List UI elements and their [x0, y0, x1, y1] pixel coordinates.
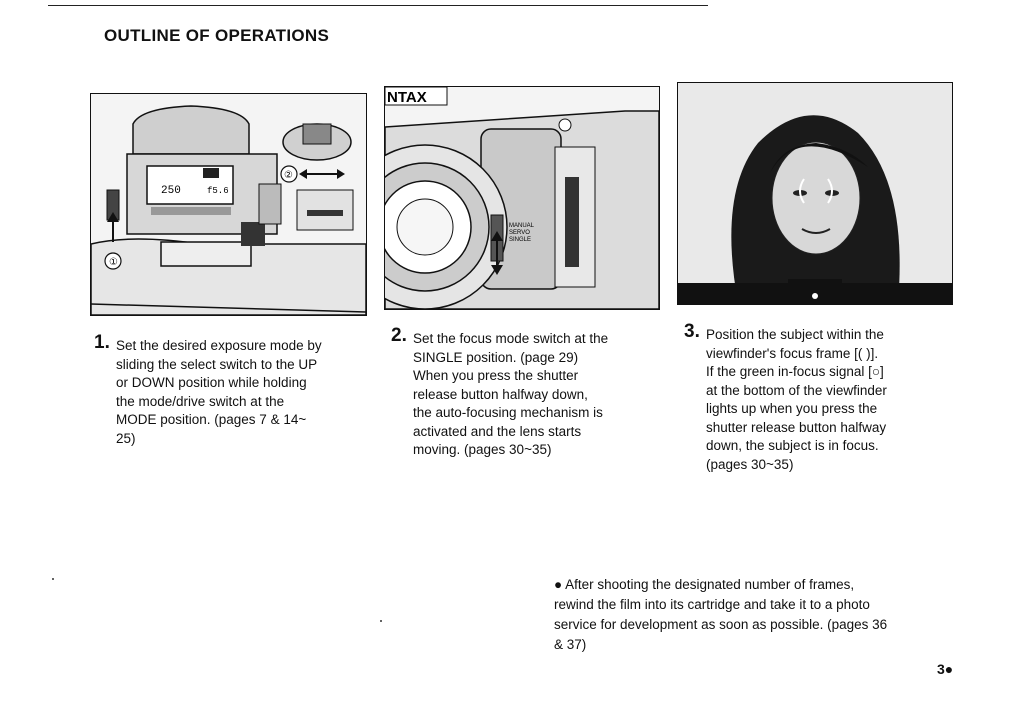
camera-top-photo: [90, 93, 367, 316]
brand-label: NTAX: [387, 89, 427, 106]
print-speck: [380, 620, 382, 622]
step-text: Set the desired exposure mode by sliding the select switch to the UP or DOWN position while holding the mode/drive switch at the MODE position. (pages 7 & 14~ 25): [116, 338, 322, 446]
step-2: [391, 325, 661, 460]
single-label: SINGLE: [509, 237, 532, 243]
step-number: 1.: [94, 332, 110, 353]
step-1: [94, 332, 364, 448]
print-speck: [52, 578, 54, 580]
step-text: Set the focus mode switch at the SINGLE position. (page 29) When you press the shutter release button halfway down, the auto-focusing mechanism is activated and the lens starts moving. (pages 30~35): [413, 331, 609, 457]
label-one: ①: [109, 257, 118, 268]
viewfinder-portrait-photo: [677, 82, 953, 305]
viewfinder-illustration: [678, 83, 952, 304]
step-number: 2.: [391, 325, 407, 346]
camera-front-illustration: [385, 87, 659, 309]
manual-label: MANUAL: [509, 223, 535, 229]
after-shooting-note: ● After shooting the designated number of frames, rewind the film into its cartridge and take it to a photo service for development as soon as possible. (pages 36 & 37): [554, 577, 888, 652]
page-number: 3●: [937, 661, 954, 677]
top-rule: [48, 5, 708, 6]
step-text: Position the subject within the viewfinder's focus frame [( )]. If the green in-focus signal [○] at the bottom of the viewfinder lights up when you press the shutter release button halfway down, the subject is in focus. (pages 30~35): [706, 327, 887, 472]
camera-top-illustration: [91, 94, 366, 315]
page-title: OUTLINE OF OPERATIONS: [104, 26, 330, 45]
step-3: [684, 321, 954, 474]
lcd-aperture-value: f5.6: [207, 186, 229, 196]
lcd-shutter-value: 250: [161, 185, 181, 197]
camera-front-photo: [384, 86, 660, 310]
label-two: ②: [284, 170, 293, 181]
servo-label: SERVO: [509, 230, 530, 236]
step-number: 3.: [684, 321, 700, 342]
